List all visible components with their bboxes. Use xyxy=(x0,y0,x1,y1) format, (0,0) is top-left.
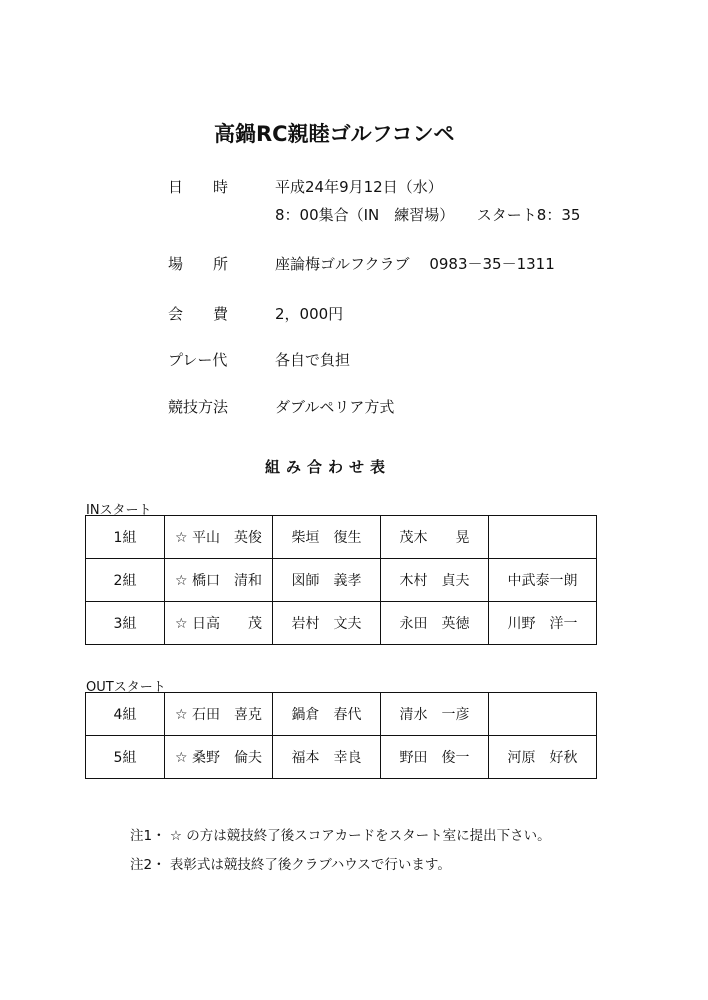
table-row xyxy=(86,516,597,559)
value-play-fee: 各自で負担 xyxy=(275,351,351,369)
label-datetime: 日 時 xyxy=(168,178,229,196)
player-cell: 図師 義孝 xyxy=(273,559,381,602)
player-cell: 永田 英徳 xyxy=(381,602,489,645)
player-cell: 茂木 晃 xyxy=(381,516,489,559)
value-format: ダブルペリア方式 xyxy=(275,398,395,416)
in-start-label: INスタート xyxy=(86,503,152,518)
table-row xyxy=(86,693,597,736)
label-format: 競技方法 xyxy=(168,398,229,416)
player-cell: ☆ 桑野 倫夫 xyxy=(165,736,273,779)
player-cell: 木村 貞夫 xyxy=(381,559,489,602)
label-place: 場 所 xyxy=(168,255,229,273)
table-row xyxy=(86,736,597,779)
in-start-table xyxy=(85,515,597,645)
value-place: 座論梅ゴルフクラブ 0983－35－1311 xyxy=(275,255,555,273)
player-cell: ☆ 平山 英俊 xyxy=(165,516,273,559)
group-cell: 1組 xyxy=(86,516,165,559)
label-play-fee: プレー代 xyxy=(168,351,228,369)
player-cell xyxy=(489,516,597,559)
table-row xyxy=(86,559,597,602)
group-cell: 5組 xyxy=(86,736,165,779)
value-time: 8：00集合（IN 練習場） スタート8：35 xyxy=(275,206,581,224)
player-cell: 福本 幸良 xyxy=(273,736,381,779)
player-cell: ☆ 日高 茂 xyxy=(165,602,273,645)
player-cell: 野田 俊一 xyxy=(381,736,489,779)
group-cell: 3組 xyxy=(86,602,165,645)
pairings-heading: 組み合わせ表 xyxy=(265,458,392,476)
player-cell: 柴垣 復生 xyxy=(273,516,381,559)
note-2: 注2・ 表彰式は競技終了後クラブハウスで行います。 xyxy=(130,857,451,873)
player-cell: 岩村 文夫 xyxy=(273,602,381,645)
note-1: 注1・ ☆ の方は競技終了後スコアカードをスタート室に提出下さい。 xyxy=(130,828,551,844)
player-cell: 鍋倉 春代 xyxy=(273,693,381,736)
group-cell: 4組 xyxy=(86,693,165,736)
player-cell: ☆ 石田 喜克 xyxy=(165,693,273,736)
player-cell xyxy=(489,693,597,736)
table-row xyxy=(86,602,597,645)
group-cell: 2組 xyxy=(86,559,165,602)
player-cell: 中武泰一朗 xyxy=(489,559,597,602)
player-cell: 河原 好秋 xyxy=(489,736,597,779)
label-fee: 会 費 xyxy=(168,305,229,323)
value-fee: 2，000円 xyxy=(275,305,344,323)
out-start-label: OUTスタート xyxy=(86,680,166,695)
out-start-table xyxy=(85,692,597,779)
player-cell: ☆ 橋口 清和 xyxy=(165,559,273,602)
value-date: 平成24年9月12日（水） xyxy=(275,178,443,196)
player-cell: 川野 洋一 xyxy=(489,602,597,645)
player-cell: 清水 一彦 xyxy=(381,693,489,736)
document-title: 高鍋RC親睦ゴルフコンペ xyxy=(214,122,455,146)
